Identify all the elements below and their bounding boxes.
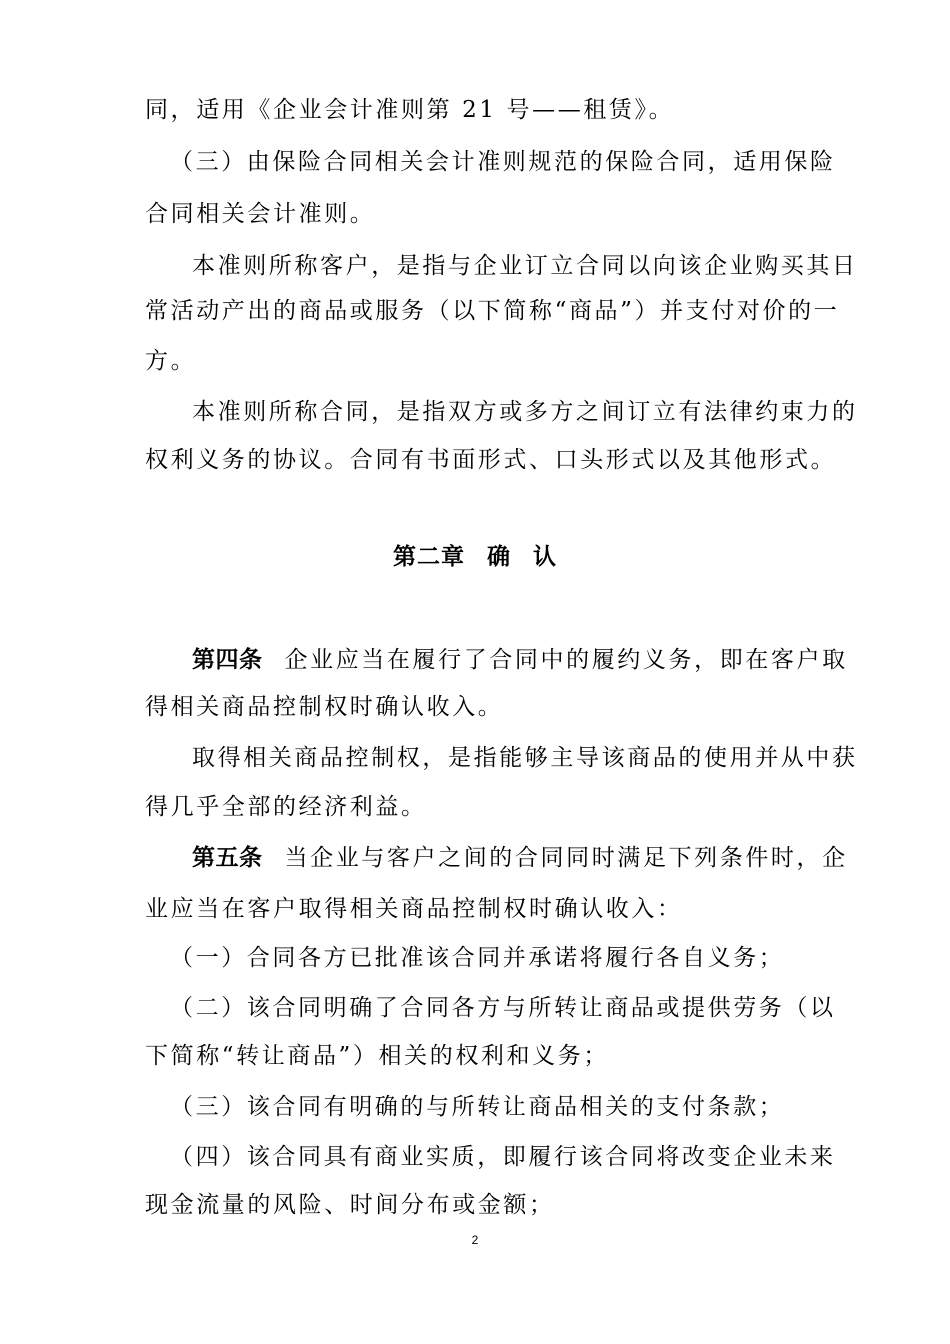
article-5-line [192, 843, 848, 873]
article-4-line [192, 645, 848, 675]
text-line: 本准则所称合同，是指双方或多方之间订立有法律约束力的 [192, 399, 858, 425]
text-line: 取得相关商品控制权，是指能够主导该商品的使用并从中获 [192, 745, 858, 771]
text-line: 合同相关会计准则。 [145, 201, 376, 227]
page-number: 2 [471, 1233, 479, 1247]
text-line: 权利义务的协议。合同有书面形式、口头形式以及其他形式。 [145, 447, 837, 473]
article-4-label: 第四条 [192, 647, 263, 673]
article-4-text: 企业应当在履行了合同中的履约义务，即在客户取 [284, 647, 848, 673]
text-line: 得几乎全部的经济利益。 [145, 794, 427, 820]
text-line: （三）由保险合同相关会计准则规范的保险合同，适用保险 [170, 149, 836, 175]
list-item: （一）合同各方已批准该合同并承诺将履行各自义务； [170, 945, 785, 971]
text-line: 常活动产出的商品或服务（以下简称“商品”）并支付对价的一 [145, 298, 840, 324]
text-line: 同，适用《企业会计准则第 21 号——租赁》。 [145, 97, 675, 123]
list-item: （二）该合同明确了合同各方与所转让商品或提供劳务（以 [170, 995, 836, 1021]
text-line: 本准则所称客户，是指与企业订立合同以向该企业购买其日 [192, 253, 858, 279]
chapter-heading [0, 542, 950, 572]
text-line: 得相关商品控制权时确认收入。 [145, 694, 504, 720]
chapter-title-char: 认 [533, 544, 557, 570]
article-5-text: 当企业与客户之间的合同同时满足下列条件时，企 [284, 845, 848, 871]
text-line: 业应当在客户取得相关商品控制权时确认收入： [145, 896, 683, 922]
list-item: 现金流量的风险、时间分布或金额； [145, 1192, 555, 1218]
list-item: （三）该合同有明确的与所转让商品相关的支付条款； [170, 1094, 785, 1120]
list-item: 下简称“转让商品”）相关的权利和义务； [145, 1043, 609, 1069]
text-line: 方。 [145, 348, 197, 374]
chapter-title-char: 确 [487, 544, 511, 570]
article-5-label: 第五条 [192, 845, 263, 871]
list-item: （四）该合同具有商业实质，即履行该合同将改变企业未来 [170, 1144, 836, 1170]
chapter-number: 第二章 [393, 544, 465, 570]
